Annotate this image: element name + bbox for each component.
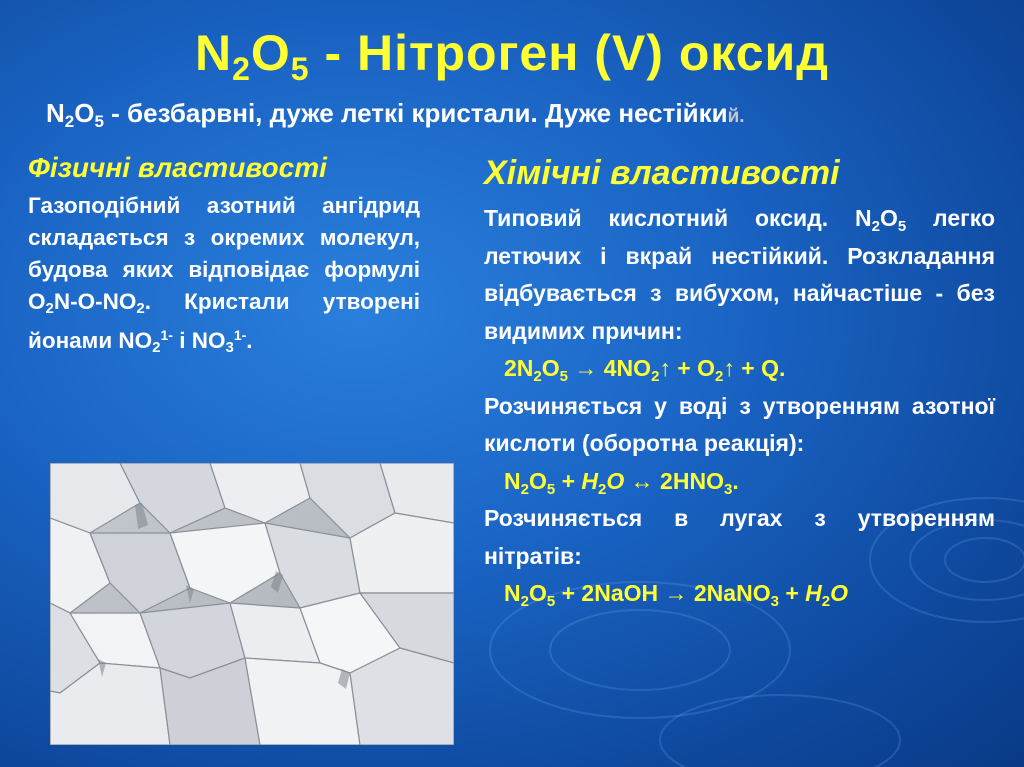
slide-title: $N_2O_5$ - Нітроген (V) оксид — [194, 25, 830, 87]
chemical-paragraph-1: Типовий кислотний оксид. $N_2O_5$ легко летючих і вкрай нестійкий. Розкладання відбувається з вибухом, найчастіше - без видимих причин: — [484, 205, 995, 344]
chemical-properties-text — [484, 200, 995, 613]
chemical-properties-heading: Хімічні властивості — [484, 154, 840, 192]
equation-decomposition: $2N_2O_5$ → $4NO_2↑$ + $O_2↑ + Q$. — [504, 355, 786, 385]
equation-water: $N_2O_5 + H_2O$ ↔ $2HNO_3$. — [504, 467, 739, 498]
physical-properties-heading: Фізичні властивості — [28, 152, 327, 183]
physical-properties-text: Газоподібний азотний ангідрид складається з окремих молекул, будова яких відповідає формулі $O_2N-O-NO_2$. Кристали утворені йонами $NO_2^{1-}$ і $NO_3^{1-}$. — [28, 193, 420, 356]
chemical-paragraph-2: Розчиняється у воді з утворенням азотної кислоти (оборотна реакція): — [484, 392, 995, 456]
crystals-photo — [50, 463, 454, 745]
slide-subtitle: $N_2O_5$ - безбарвні, дуже леткі кристали. Дуже нестійкий. — [46, 98, 745, 131]
equation-alkali: $N_2O_5$ + 2NaOH → 2NaNO$_3$ + $H_2O$ — [504, 580, 849, 610]
chemical-paragraph-3: Розчиняється в лугах з утворенням нітратів: — [484, 505, 995, 569]
